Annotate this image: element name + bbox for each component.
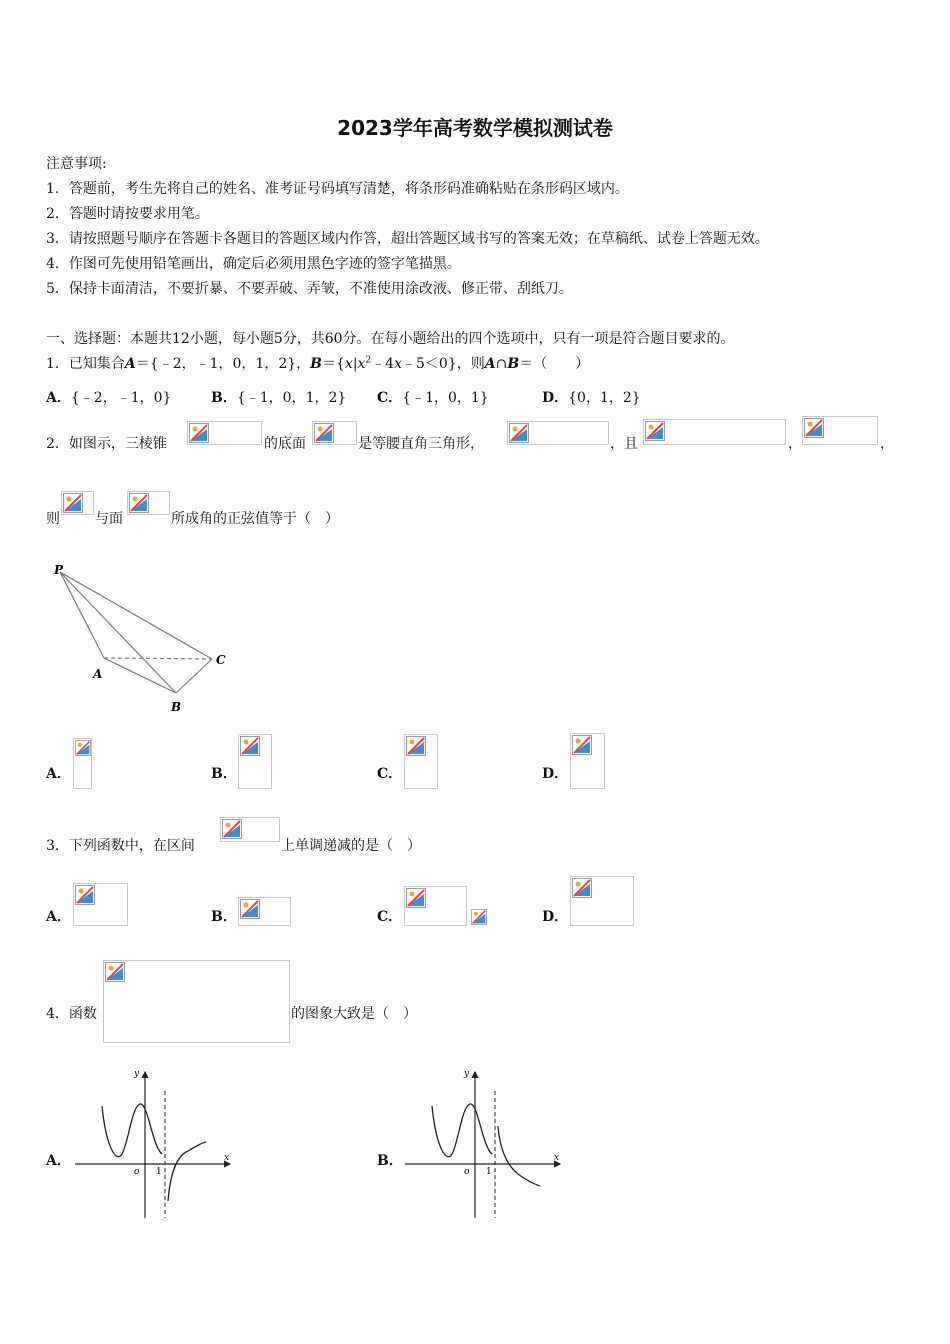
vertex-label-b: B [171, 700, 182, 714]
q2-text-3: 是等腰直角三角形， [358, 436, 484, 452]
q3-option-a-label[interactable]: A． [46, 909, 71, 925]
formula-image-icon [220, 817, 280, 842]
x-axis-label: x [554, 1153, 560, 1163]
q2-text-7: 则 [46, 511, 60, 527]
formula-image-icon [470, 908, 487, 926]
formula-image-icon [127, 491, 170, 515]
formula-image-icon[interactable] [73, 883, 128, 926]
notice-item: 3．请按照题号顺序在答题卡各题目的答题区域内作答，超出答题区域书写的答案无效；在草稿纸、试卷上答题无效。 [46, 231, 769, 247]
q4-graph-a[interactable] [70, 1066, 235, 1221]
q3-text-2: 上单调递减的是（ ） [281, 838, 421, 854]
formula-image-icon[interactable] [570, 876, 634, 926]
q4-text-1: 4．函数 [46, 1006, 97, 1022]
q4-option-b-label[interactable]: B． [377, 1153, 403, 1169]
q2-text-6: ， [880, 436, 894, 452]
tetrahedron-figure [46, 558, 246, 718]
notice-item: 1．答题前，考生先将自己的姓名、准考证号码填写清楚，将条形码准确粘贴在条形码区域内。 [46, 181, 629, 197]
x-axis-label: x [224, 1153, 230, 1163]
vertex-label-p: P [54, 563, 64, 577]
q2-text-9: 所成角的正弦值等于（ ） [171, 511, 339, 527]
q2-option-a-label[interactable]: A． [46, 766, 71, 782]
q2-option-b-label[interactable]: B． [211, 766, 237, 782]
tick-label-one: 1 [486, 1167, 492, 1177]
formula-image-icon [312, 421, 357, 445]
q1-option-a[interactable]: A．{﹣2，﹣1，0} [46, 390, 172, 406]
q3-option-c-label[interactable]: C． [377, 909, 403, 925]
q2-text-8: 与面 [95, 511, 123, 527]
formula-image-icon[interactable] [404, 734, 438, 789]
y-axis-label: y [134, 1069, 140, 1079]
q1-option-d[interactable]: D．{0，1，2} [542, 390, 641, 406]
formula-image-icon [103, 960, 290, 1043]
q4-option-a-label[interactable]: A． [46, 1153, 71, 1169]
notice-item: 2．答题时请按要求用笔。 [46, 206, 209, 222]
q2-text-4: ，且 [610, 436, 638, 452]
q1-option-c[interactable]: C．{﹣1，0，1} [377, 390, 489, 406]
q3-option-b-label[interactable]: B． [211, 909, 237, 925]
formula-image-icon [643, 419, 786, 445]
origin-label: o [134, 1167, 140, 1177]
origin-label: o [464, 1167, 470, 1177]
question-1-stem: 1．已知集合A＝{﹣2，﹣1，0，1，2}，$B=\{x|x^2﹣4x﹣5<0\}$，则A∩B＝（ ） [46, 355, 590, 372]
vertex-label-c: C [216, 653, 226, 667]
q3-option-d-label[interactable]: D． [542, 909, 569, 925]
q2-text-5: ， [788, 436, 802, 452]
q2-text-2: 的底面 [264, 436, 306, 452]
section-heading: 一、选择题：本题共12小题，每小题5分，共60分。在每小题给出的四个选项中，只有一项是符合题目要求的。 [46, 331, 735, 347]
formula-image-icon [61, 491, 94, 515]
formula-image-icon [507, 421, 609, 445]
q2-option-c-label[interactable]: C． [377, 766, 403, 782]
notice-heading: 注意事项: [46, 156, 107, 172]
formula-image-icon[interactable] [73, 738, 92, 789]
formula-image-icon[interactable] [238, 897, 291, 926]
formula-image-icon[interactable] [404, 886, 467, 926]
y-axis-label: y [464, 1069, 470, 1079]
q1-option-b[interactable]: B．{﹣1，0，1，2} [211, 390, 347, 406]
notice-item: 4．作图可先使用铅笔画出，确定后必须用黑色字迹的签字笔描黑。 [46, 256, 461, 272]
formula-image-icon [802, 416, 878, 445]
notice-item: 5．保持卡面清洁，不要折暴、不要弄破、弄皱，不准使用涂改液、修正带、刮纸刀。 [46, 281, 573, 297]
formula-image-icon [187, 421, 262, 445]
formula-image-icon[interactable] [238, 734, 272, 789]
tick-label-one: 1 [156, 1167, 162, 1177]
vertex-label-a: A [93, 667, 103, 681]
q4-text-2: 的图象大致是（ ） [291, 1006, 417, 1022]
q3-text-1: 3．下列函数中，在区间 [46, 838, 195, 854]
q2-text-1: 2．如图示，三棱锥 [46, 436, 167, 452]
page-title: 2023学年高考数学模拟测试卷 [337, 116, 613, 140]
formula-image-icon[interactable] [570, 733, 605, 789]
q2-option-d-label[interactable]: D． [542, 766, 569, 782]
q4-graph-b[interactable] [400, 1066, 565, 1221]
